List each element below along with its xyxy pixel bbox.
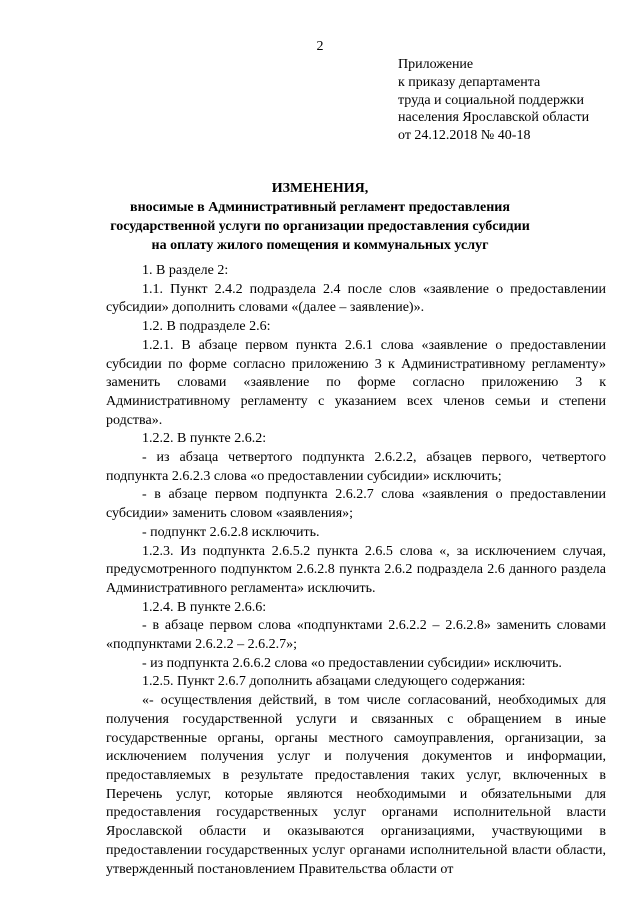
page-number: 2	[316, 39, 324, 54]
title-line: на оплату жилого помещения и коммунальных услуг	[151, 238, 489, 253]
paragraph: 1. В разделе 2:	[142, 263, 229, 278]
paragraph: 1.2.5. Пункт 2.6.7 дополнить абзацами следующего содержания:	[142, 674, 526, 690]
paragraph: - подпункт 2.6.2.8 исключить.	[142, 524, 320, 540]
paragraph: 1.2.4. В пункте 2.6.6:	[142, 599, 267, 615]
annex-line: труда и социальной поддержки	[398, 92, 584, 108]
paragraph: 1.2.2. В пункте 2.6.2:	[142, 431, 267, 447]
paragraph: - из абзаца четвертого подпункта 2.6.2.2, абзацев первого, четвертого подпункта 2.6.2.3 слова «о предоставлении субсидии» исключить;	[106, 450, 606, 484]
paragraph: 1.1. Пункт 2.4.2 подраздела 2.4 после слов «заявление о предоставлении субсидии» дополнить словами «(далее – заявление)».	[106, 281, 606, 316]
paragraph: - в абзаце первом слова «подпунктами 2.6.2.2 – 2.6.2.8» заменить словами «подпунктами 2.6.2.2 – 2.6.2.7»;	[106, 618, 606, 653]
paragraph: - в абзаце первом подпункта 2.6.2.7 слова «заявления о предоставлении субсидии» заменить словом «заявления»;	[106, 487, 606, 522]
annex-line: от 24.12.2018 № 40-18	[398, 128, 531, 144]
annex-line: Приложение	[398, 57, 474, 72]
annex-line: к приказу департамента	[398, 74, 541, 90]
paragraph: «- осуществления действий, в том числе согласований, необходимых для получения государственной услуги и связанных с обращением в иные государственные органы, органы местного самоуправления, организации, за исключением получения услуг и получения документов и информации, предоставляемых в результате предоставления таких услуг, включенных в Перечень услуг, которые являются необходимыми и обязательными для предоставления государственных услуг органами исполнительной власти Ярославской области и оказываются организациями, участвующими в предоставлении государственных услуг органами исполнительной власти области, утвержденный постановлением Правительства области от	[106, 693, 606, 877]
title-line: государственной услуги по организации предоставления субсидии	[110, 219, 530, 234]
paragraph: 1.2. В подразделе 2.6:	[142, 319, 271, 335]
annex-line: населения Ярославской области	[398, 110, 590, 126]
paragraph: - из подпункта 2.6.6.2 слова «о предоставлении субсидии» исключить.	[142, 655, 562, 671]
annex-block	[398, 56, 589, 145]
title-heading: ИЗМЕНЕНИЯ,	[271, 181, 369, 196]
document-body	[106, 262, 606, 879]
title-line: вносимые в Административный регламент предоставления	[130, 200, 510, 215]
paragraph: 1.2.3. Из подпункта 2.6.5.2 пункта 2.6.5 слова «, за исключением случая, предусмотренного подпунктом 2.6.2.8 пункта 2.6.2 подраздела 2.6 данного раздела Административного регламента» исключить.	[106, 543, 606, 596]
document-title	[0, 179, 640, 255]
paragraph: 1.2.1. В абзаце первом пункта 2.6.1 слова «заявление о предоставлении субсидии по форме согласно приложению 3 к Административному регламенту» заменить словами «заявление по форме согласно приложению 3 к Административному регламенту с указанием всех членов семьи и степени родства».	[106, 337, 606, 428]
